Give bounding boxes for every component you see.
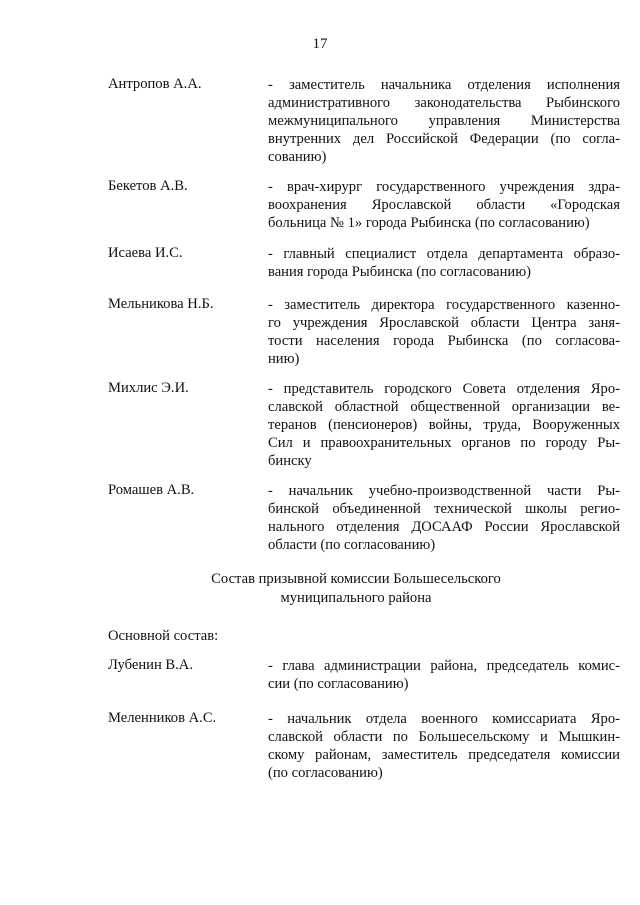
member-name: Исаева И.С.: [108, 245, 183, 261]
description-line: больница № 1» города Рыбинска (по согласованию): [268, 215, 590, 231]
description-line: тости населения города Рыбинска (по согласова-: [268, 333, 620, 349]
description-line: вания города Рыбинска (по согласованию): [268, 264, 531, 280]
section-heading: [0, 570, 640, 608]
description-line: (по согласованию): [268, 765, 383, 781]
description-line: воохранения Ярославской области «Городская: [268, 197, 620, 213]
description-line: бинску: [268, 453, 312, 469]
member-description: [268, 296, 620, 368]
description-line: - заместитель начальника отделения исполнения: [268, 77, 620, 93]
description-line: нию): [268, 351, 300, 367]
member-description: [268, 482, 620, 554]
description-line: славской области по Большесельскому и Мышкин-: [268, 729, 620, 745]
description-line: го учреждения Ярославской области Центра заня-: [268, 315, 620, 331]
member-description: [268, 76, 620, 166]
description-line: Сил и правоохранительных органов по городу Ры-: [268, 435, 620, 451]
member-description: [268, 245, 620, 281]
member-name: Меленников А.С.: [108, 710, 217, 726]
description-line: - главный специалист отдела департамента образо-: [268, 246, 620, 262]
description-line: скому районам, заместитель председателя комиссии: [268, 747, 620, 763]
description-line: - начальник отдела военного комиссариата Яро-: [268, 711, 620, 727]
description-line: - глава администрации района, председатель комис-: [268, 658, 620, 674]
description-line: сии (по согласованию): [268, 676, 409, 692]
description-line: бинской объединенной технической школы регио-: [268, 501, 620, 517]
member-name: Мельникова Н.Б.: [108, 296, 214, 312]
description-line: - начальник учебно-производственной части Ры-: [268, 483, 620, 499]
description-line: административного законодательства Рыбинского: [268, 95, 620, 111]
member-description: [268, 178, 620, 232]
description-line: славской областной общественной организации ве-: [268, 399, 620, 415]
description-line: области (по согласованию): [268, 537, 436, 553]
main-composition-label: Основной состав:: [108, 628, 219, 644]
member-name: Бекетов А.В.: [108, 178, 188, 194]
member-name: Лубенин В.А.: [108, 657, 193, 673]
description-line: сованию): [268, 149, 327, 165]
description-line: межмуниципального управления Министерства: [268, 113, 620, 129]
description-line: - представитель городского Совета отделения Яро-: [268, 381, 620, 397]
member-name: Михлис Э.И.: [108, 380, 189, 396]
description-line: внутренних дел Российской Федерации (по согла-: [268, 131, 620, 147]
description-line: теранов (пенсионеров) войны, труда, Вооруженных: [268, 417, 620, 433]
member-description: [268, 710, 620, 782]
member-description: [268, 380, 620, 470]
page-number: 17: [312, 36, 328, 52]
section-heading-line: муниципального района: [280, 590, 432, 606]
description-line: - заместитель директора государственного казенно-: [268, 297, 620, 313]
section-heading-line: Состав призывной комиссии Большесельского: [211, 571, 501, 587]
description-line: нального отделения ДОСААФ России Ярославской: [268, 519, 620, 535]
description-line: - врач-хирург государственного учреждения здра-: [268, 179, 620, 195]
member-description: [268, 657, 620, 693]
member-name: Антропов А.А.: [108, 76, 202, 92]
member-name: Ромашев А.В.: [108, 482, 195, 498]
